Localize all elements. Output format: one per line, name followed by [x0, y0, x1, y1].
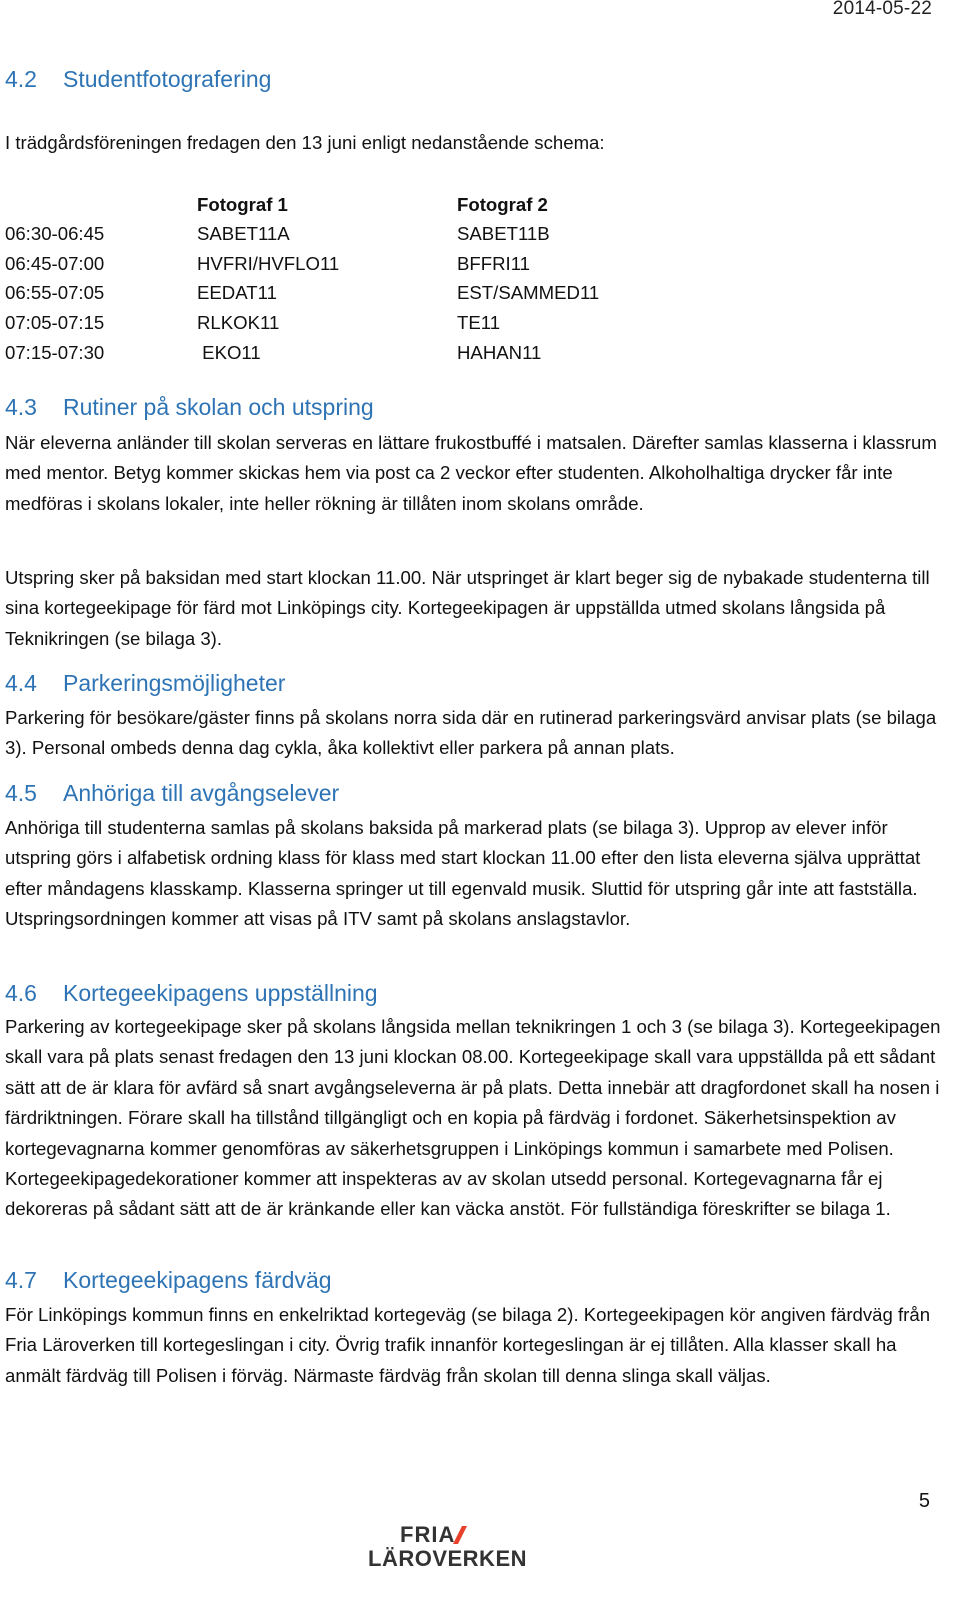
- heading-title: Kortegeekipagens färdväg: [63, 1267, 332, 1293]
- time-cell: 06:30-06:45: [5, 223, 105, 244]
- paragraph: Parkering för besökare/gäster finns på skolans norra sida där en rutinerad parkeringsvärd anvisar plats (se bilaga 3). Personal ombeds denna dag cykla, åka kollektivt eller parkera på annan plats.: [5, 707, 937, 759]
- paragraph: För Linköpings kommun finns en enkelriktad kortegeväg (se bilaga 2). Kortegeekipagen kör angiven färdväg från Fria Läroverken till kortegeslingan i city. Övrig trafik innanför kortegeslingan är ej tillåten. Alla klasser skall ha anmält färdväg till Polisen i förväg. Närmaste färdväg från skolan till denna slinga skall väljas.: [5, 1304, 931, 1386]
- heading-title: Kortegeekipagens uppställning: [63, 980, 378, 1006]
- fria-laroverken-logo: [368, 1522, 568, 1570]
- schedule-intro: I trädgårdsföreningen fredagen den 13 juni enligt nedanstående schema:: [5, 132, 605, 153]
- class-cell: EKO11: [197, 342, 261, 363]
- page-number: 5: [918, 1490, 930, 1512]
- heading-4-4: [5, 670, 285, 697]
- heading-4-3: [5, 394, 374, 421]
- header-cell: Fotograf 1: [197, 194, 288, 215]
- paragraph: När eleverna anländer till skolan serveras en lättare frukostbuffé i matsalen. Därefter samlas klasserna i klassrum med mentor. Betyg kommer skickas hem via post ca 2 veckor efter studenten. Alkoholhaltiga drycker får inte medföras i skolans lokaler, inte heller rökning är tillåten inom skolans område.: [5, 432, 937, 514]
- time-cell: 07:05-07:15: [5, 312, 105, 333]
- heading-title: Parkeringsmöjligheter: [63, 670, 286, 696]
- heading-number: 4.7: [5, 1267, 37, 1293]
- heading-4-2: [5, 66, 271, 93]
- heading-4-6: [5, 980, 378, 1007]
- heading-number: 4.5: [5, 780, 37, 806]
- class-cell: EEDAT11: [197, 282, 277, 303]
- paragraph: Parkering av kortegeekipage sker på skolans långsida mellan teknikringen 1 och 3 (se bilaga 3). Kortegeekipagen skall vara på plats senast fredagen den 13 juni klockan 08.00. Kortegeekipage skall vara uppställda på ett sådant sätt att de är klara för avfärd så snart avgångseleverna är på plats. Detta innebär att dragfordonet skall ha nosen i färdriktningen. Förare skall ha tillstånd tillgängligt och en kopia på färdväg i fordonet. Säkerhetsinspektion av kortegevagnarna kommer genomföras av säkerhetsgruppen i Linköpings kommun i samarbete med Polisen. Kortegeekipagedekorationer kommer att inspekteras av av skolan utsedd personal. Kortegevagnarna får ej dekoreras på sådant sätt att de är kränkande eller kan väcka anstöt. För fullständiga föreskrifter se bilaga 1.: [5, 1016, 941, 1220]
- document-date: 2014-05-22: [832, 0, 932, 19]
- header-cell: Fotograf 2: [457, 194, 548, 215]
- heading-title: Rutiner på skolan och utspring: [63, 394, 374, 420]
- time-cell: 06:45-07:00: [5, 253, 105, 274]
- class-cell: SABET11A: [197, 223, 290, 244]
- time-cell: 06:55-07:05: [5, 282, 105, 303]
- heading-number: 4.4: [5, 670, 37, 696]
- class-cell: EST/SAMMED11: [457, 282, 600, 303]
- class-cell: SABET11B: [457, 223, 550, 244]
- paragraph: Anhöriga till studenterna samlas på skolans baksida på markerad plats (se bilaga 3). Upprop av elever inför utspring görs i alfabetisk ordning klass för klass med start klockan 11.00 efter den lista eleverna själva upprättat efter måndagens klasskamp. Klasserna springer ut till egenvald musik. Sluttid för utspring går inte att fastställa. Utspringsordningen kommer att visas på ITV samt på skolans anslagstavlor.: [5, 817, 921, 930]
- heading-title: Anhöriga till avgångselever: [63, 780, 340, 806]
- schedule-row: [5, 249, 705, 279]
- logo-line1: FRIA: [400, 1522, 456, 1547]
- heading-4-5: [5, 780, 339, 807]
- class-cell: TE11: [457, 312, 501, 333]
- class-cell: RLKOK11: [197, 312, 280, 333]
- heading-number: 4.6: [5, 980, 37, 1006]
- heading-title: Studentfotografering: [63, 66, 272, 92]
- class-cell: HVFRI/HVFLO11: [197, 253, 340, 274]
- heading-number: 4.3: [5, 394, 37, 420]
- class-cell: BFFRI11: [457, 253, 531, 274]
- paragraph: Utspring sker på baksidan med start klockan 11.00. När utspringet är klart beger sig de nybakade studenterna till sina kortegeekipage för färd mot Linköpings city. Kortegeekipagen är uppställda utmed skolans långsida på Teknikringen (se bilaga 3).: [5, 567, 930, 649]
- class-cell: HAHAN11: [457, 342, 542, 363]
- heading-4-7: [5, 1267, 332, 1294]
- logo-line2: LÄROVERKEN: [368, 1546, 528, 1570]
- time-cell: 07:15-07:30: [5, 342, 105, 363]
- schedule-row: [5, 308, 705, 338]
- schedule-row: [5, 278, 705, 308]
- schedule-row: [5, 338, 705, 368]
- schedule-row: [5, 219, 705, 249]
- heading-number: 4.2: [5, 66, 37, 92]
- schedule-header-row: [5, 190, 705, 220]
